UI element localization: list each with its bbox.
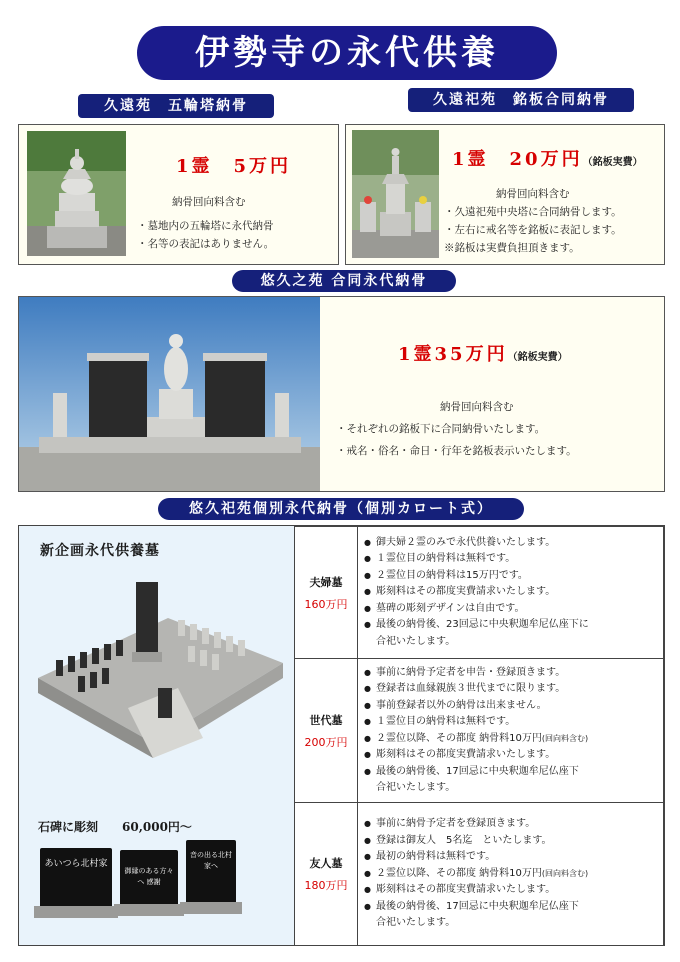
list-item: ● 最後の納骨後、17回忌に中央釈迦牟尼仏座下 bbox=[362, 899, 659, 916]
list-item: ● ２霊位目の納骨料は15万円です。 bbox=[362, 568, 659, 585]
list-item: ● 彫刻料はその都度実費請求いたします。 bbox=[362, 747, 659, 764]
individual-header: 悠久祀苑個別永代納骨（個別カロート式） bbox=[158, 498, 524, 520]
meiban-line-3: ※銘板は実費負担頂きます。 bbox=[444, 242, 580, 254]
list-item: ● 御夫婦２霊のみで永代供養いたします。 bbox=[362, 535, 659, 552]
list-item: ● 最後の納骨後、23回忌に中央釈迦牟尼仏座下に bbox=[362, 617, 659, 634]
list-item-cont bbox=[362, 780, 659, 797]
plan-name-cell bbox=[295, 803, 358, 946]
individual-photo bbox=[28, 568, 290, 768]
list-item bbox=[362, 731, 659, 748]
plate-2-base bbox=[114, 904, 184, 916]
yukyu-price-suffix: （銘板実費） bbox=[507, 352, 568, 363]
gorinto-photo bbox=[27, 131, 126, 256]
table-row bbox=[295, 527, 664, 659]
table-row bbox=[295, 803, 664, 946]
yukyu-line-1: ・それぞれの銘板下に合同納骨いたします。 bbox=[336, 423, 546, 435]
list-item-cont-text: 合祀いたします。 bbox=[376, 917, 456, 929]
panel-title: 新企画永代供養墓 bbox=[40, 543, 160, 559]
plan-table bbox=[294, 526, 664, 946]
yukyu-photo bbox=[19, 297, 320, 491]
meiban-photo bbox=[352, 130, 439, 258]
list-item-text: ２霊位以降、その都度 納骨料10万円 bbox=[376, 732, 542, 744]
list-item: ● １霊位目の納骨料は無料です。 bbox=[362, 551, 659, 568]
gorinto-price: 1霊 5万円 bbox=[176, 156, 292, 177]
plan-price: 200万円 bbox=[304, 735, 348, 749]
list-item: ● 最初の納骨料は無料です。 bbox=[362, 849, 659, 866]
plan-name-cell bbox=[295, 527, 358, 659]
yukyu-header: 悠久之苑 合同永代納骨 bbox=[232, 270, 456, 292]
yukyu-price bbox=[398, 340, 568, 366]
meiban-price-value: 1霊 20万円 bbox=[452, 149, 583, 170]
list-item: ● 墓碑の彫刻デザインは自由です。 bbox=[362, 601, 659, 618]
list-item-text: ２霊位以降、その都度 納骨料10万円 bbox=[376, 867, 542, 879]
plan-details-cell bbox=[358, 527, 664, 659]
plan-price: 180万円 bbox=[304, 879, 348, 892]
list-item: ● 彫刻料はその都度実費請求いたします。 bbox=[362, 584, 659, 601]
yukyu-note: 納骨回向料含む bbox=[440, 401, 514, 413]
list-item bbox=[362, 866, 659, 883]
gorinto-header: 久遠苑 五輪塔納骨 bbox=[78, 94, 274, 118]
list-item: ● 登録者は血縁親族３世代までに限ります。 bbox=[362, 681, 659, 698]
plan-details-cell bbox=[358, 803, 664, 946]
list-item: ● 彫刻料はその都度実費請求いたします。 bbox=[362, 882, 659, 899]
list-item-cont bbox=[362, 915, 659, 932]
list-item: ● 事前に納骨予定者を登録頂きます。 bbox=[362, 816, 659, 833]
plan-name-cell bbox=[295, 659, 358, 803]
plan-name: 世代墓 bbox=[309, 713, 343, 727]
list-item: ● 事前に納骨予定者を申告・登録頂きます。 bbox=[362, 665, 659, 682]
list-item: ● １霊位目の納骨料は無料です。 bbox=[362, 714, 659, 731]
plate-2-text: 御縁のある方々へ 感謝 bbox=[124, 867, 174, 886]
list-item-cont bbox=[362, 634, 659, 651]
plan-name: 夫婦墓 bbox=[309, 575, 343, 589]
meiban-price-suffix: （銘板実費） bbox=[582, 157, 643, 168]
plate-1-text: あいつら北村家 bbox=[44, 859, 108, 869]
list-item-sub: (回向料含む) bbox=[541, 733, 589, 743]
list-item: ● 最後の納骨後、17回忌に中央釈迦牟尼仏座下 bbox=[362, 764, 659, 781]
plan-name: 友人墓 bbox=[309, 857, 343, 870]
gorinto-note: 納骨回向料含む bbox=[172, 196, 246, 208]
meiban-header: 久遠祀苑 銘板合同納骨 bbox=[408, 88, 634, 112]
plate-1-base bbox=[34, 906, 118, 918]
yukyu-price-value: 1霊35万円 bbox=[398, 344, 508, 365]
list-item: ● 事前登録者以外の納骨は出来ません。 bbox=[362, 698, 659, 715]
gorinto-line-1: ・墓地内の五輪塔に永代納骨 bbox=[137, 220, 274, 232]
table-row bbox=[295, 659, 664, 803]
plan-price: 160万円 bbox=[304, 597, 348, 611]
list-item-cont-text: 合祀いたします。 bbox=[376, 782, 456, 793]
meiban-line-2: ・左右に戒名等を銘板に表記します。 bbox=[444, 224, 622, 236]
meiban-line-1: ・久遠祀苑中央塔に合同納骨します。 bbox=[444, 206, 622, 218]
meiban-note: 納骨回向料含む bbox=[496, 188, 570, 200]
list-item: ● 登録は御友人 5名迄 といたします。 bbox=[362, 833, 659, 850]
plate-3-base bbox=[180, 902, 242, 914]
page-title: 伊勢寺の永代供養 bbox=[137, 26, 557, 80]
yukyu-line-2: ・戒名・俗名・命日・行年を銘板表示いたします。 bbox=[336, 445, 577, 457]
meiban-price bbox=[452, 145, 643, 171]
list-item-cont-text: 合祀いたします。 bbox=[376, 635, 456, 647]
plate-3-text: 音の出る北村家へ bbox=[190, 851, 232, 870]
list-item-sub: (回向料含む) bbox=[541, 868, 589, 878]
engraving-price: 石碑に彫刻 60,000円～ bbox=[38, 820, 192, 834]
gorinto-line-2: ・名等の表記はありません。 bbox=[137, 238, 275, 250]
plan-details-cell bbox=[358, 659, 664, 803]
